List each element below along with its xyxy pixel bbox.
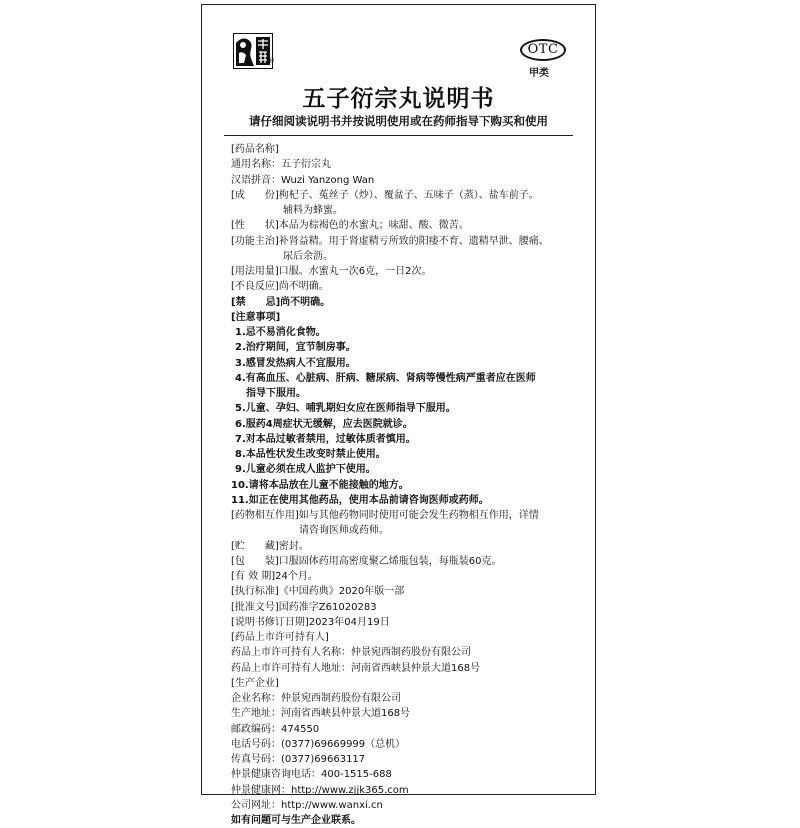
document-subtitle: 请仔细阅读说明书并按说明使用或在药师指导下购买和使用 — [249, 114, 548, 128]
section-dosage: [用法用量]口服。水蜜丸一次6克，一日2次。 — [231, 266, 432, 277]
instruction-sheet — [201, 4, 596, 826]
section-precautions: [注意事项] — [231, 311, 281, 323]
section-indications: [功能主治]补肾益精。用于肾虚精亏所致的阳痿不育、遗精早泄、腰痛、 — [231, 235, 549, 247]
phone-number: 电话号码：(0377)69669999（总机） — [231, 738, 406, 750]
precaution-item: 9.儿童必须在成人监护下使用。 — [235, 464, 376, 476]
postal-code: 邮政编码：474550 — [231, 723, 320, 735]
precaution-item: 5.儿童、孕妇、哺乳期妇女应在医师指导下服用。 — [235, 403, 456, 415]
section-drug-name: [药品名称] — [231, 144, 279, 155]
manufacturer-address: 生产地址：河南省西峡县仲景大道168号 — [231, 708, 411, 720]
section-revision-date: [说明书修订日期]2023年04月19日 — [231, 616, 390, 628]
section-standard: [执行标准]《中国药典》2020年版一部 — [231, 586, 405, 598]
precaution-item: 11.如正在使用其他药品，使用本品前请咨询医师或药师。 — [231, 494, 489, 506]
health-hotline: 仲景健康咨询电话：400-1515-688 — [231, 769, 392, 781]
otc-badge: OTC — [520, 39, 566, 61]
indications-continued: 尿后余沥。 — [283, 250, 333, 262]
section-shelf-life: [有 效 期]24个月。 — [231, 571, 318, 582]
section-approval-number: [批准文号]国药准字Z61020283 — [231, 601, 377, 613]
fax-number: 传真号码：(0377)69663117 — [231, 754, 366, 765]
section-appearance: [性 状]本品为棕褐色的水蜜丸；味甜、酸、微苦。 — [231, 220, 469, 232]
precaution-item: 7.对本品过敏者禁用，过敏体质者慎用。 — [235, 433, 416, 445]
precaution-item: 4.有高血压、心脏病、肝病、糖尿病、肾病等慢性病严重者应在医师 — [235, 372, 536, 384]
registered-mark: ® — [268, 57, 275, 65]
precaution-item: 1.忌不易消化食物。 — [235, 327, 326, 338]
license-holder-name: 药品上市许可持有人名称：仲景宛西制药股份有限公司 — [231, 647, 471, 659]
generic-name: 通用名称：五子衍宗丸 — [231, 159, 331, 171]
precaution-item: 2.治疗期间，宜节制房事。 — [235, 342, 356, 354]
otc-class-label: 甲类 — [529, 68, 549, 79]
precaution-item-continued: 指导下服用。 — [246, 388, 306, 399]
precaution-item: 3.感冒发热病人不宜服用。 — [235, 357, 356, 369]
license-holder-address: 药品上市许可持有人地址：河南省西峡县仲景大道168号 — [231, 662, 481, 674]
precaution-item: 10.请将本品放在儿童不能接触的地方。 — [231, 479, 409, 491]
section-manufacturer: [生产企业] — [231, 677, 279, 689]
health-website: 仲景健康网：http://www.zjjk365.com — [231, 784, 409, 796]
brand-logo-icon — [233, 33, 273, 69]
section-packaging: [包 装]口服固体药用高密度聚乙烯瓶包装，每瓶装60克。 — [231, 555, 502, 567]
instruction-content — [231, 142, 581, 828]
section-storage: [贮 藏]密封。 — [231, 540, 309, 552]
document-title: 五子衍宗丸说明书 — [302, 86, 495, 112]
section-drug-interactions: [药物相互作用]如与其他药物同时使用可能会发生药物相互作用，详情 — [231, 510, 539, 521]
precaution-item: 6.服药4周症状无缓解，应去医院就诊。 — [235, 418, 413, 430]
section-adverse-reactions: [不良反应]尚不明确。 — [231, 281, 329, 293]
section-license-holder: [药品上市许可持有人] — [231, 632, 329, 643]
manufacturer-name: 企业名称：仲景宛西制药股份有限公司 — [231, 693, 401, 704]
pinyin-name: 汉语拼音：Wuzi Yanzong Wan — [231, 174, 375, 186]
drug-interactions-continued: 请咨询医师或药师。 — [299, 525, 389, 537]
company-website: 公司网址：http://www.wanxi.cn — [231, 799, 383, 811]
section-contraindications: [禁 忌]尚不明确。 — [231, 296, 331, 308]
section-ingredients: [成 份]枸杞子、菟丝子（炒）、覆盆子、五味子（蒸）、盐车前子。 — [231, 189, 539, 201]
ingredients-continued: 辅料为蜂蜜。 — [283, 205, 343, 216]
contact-note: 如有问题可与生产企业联系。 — [231, 815, 361, 826]
header-divider — [224, 135, 573, 136]
precaution-item: 8.本品性状发生改变时禁止使用。 — [235, 449, 386, 460]
